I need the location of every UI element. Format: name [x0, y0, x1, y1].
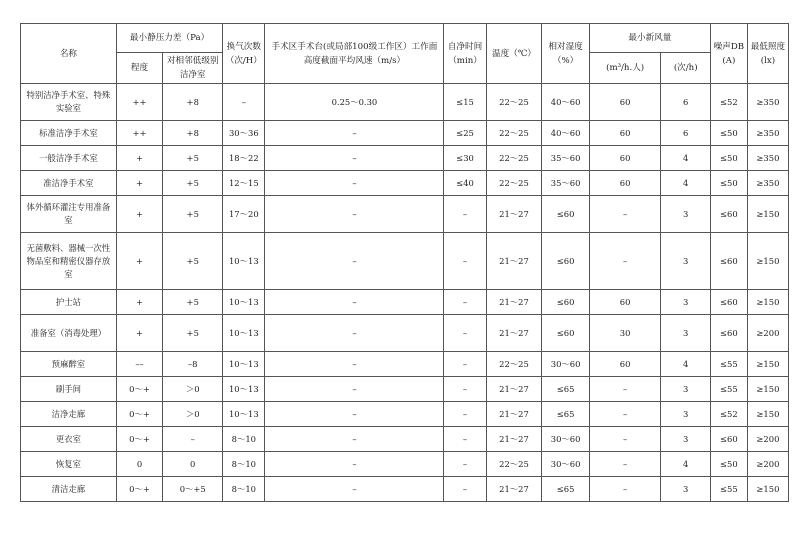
cell-humidity: ≤65 [542, 377, 589, 402]
cell-illuminance: ≥150 [747, 402, 788, 427]
table-row [21, 452, 789, 477]
cell-humidity: 30～60 [542, 452, 589, 477]
cell-illuminance: ≥150 [747, 233, 788, 290]
cell-humidity: 30～60 [542, 352, 589, 377]
cell-self-clean-time: – [444, 315, 486, 352]
cell-self-clean-time: – [444, 196, 486, 233]
cell-fresh-per-hour: 4 [661, 352, 711, 377]
clean-room-spec-table [20, 23, 789, 502]
table-row [21, 477, 789, 502]
cell-name: 无菌敷料、器械一次性物品室和精密仪器存放室 [21, 233, 117, 290]
cell-self-clean-time: – [444, 233, 486, 290]
cell-self-clean-time: ≤30 [444, 146, 486, 171]
cell-air-changes: 10～13 [223, 315, 265, 352]
cell-humidity: 40～60 [542, 84, 589, 121]
cell-velocity: – [265, 402, 444, 427]
cell-self-clean-time: ≤40 [444, 171, 486, 196]
header-humidity: 相对湿度（%） [542, 24, 589, 84]
cell-adjacent-pressure: – [163, 427, 223, 452]
cell-degree: + [116, 146, 162, 171]
cell-temperature: 22～25 [486, 452, 542, 477]
cell-illuminance: ≥200 [747, 315, 788, 352]
cell-fresh-per-hour: 3 [661, 427, 711, 452]
cell-adjacent-pressure: +5 [163, 196, 223, 233]
header-min-static-pressure: 最小静压力差（Pa） [116, 24, 222, 53]
cell-velocity: – [265, 477, 444, 502]
table-row [21, 402, 789, 427]
cell-self-clean-time: ≤25 [444, 121, 486, 146]
cell-fresh-per-hour: 3 [661, 290, 711, 315]
cell-air-changes: 10～13 [223, 233, 265, 290]
cell-fresh-per-person: – [589, 477, 661, 502]
cell-humidity: ≤60 [542, 233, 589, 290]
cell-fresh-per-person: – [589, 452, 661, 477]
cell-fresh-per-person: – [589, 402, 661, 427]
header-row-1 [21, 24, 789, 53]
header-air-changes: 换气次数（次/H） [223, 24, 265, 84]
cell-fresh-per-person: 60 [589, 121, 661, 146]
cell-humidity: 35～60 [542, 146, 589, 171]
cell-noise: ≤50 [710, 121, 747, 146]
cell-adjacent-pressure: +8 [163, 84, 223, 121]
header-min-illuminance: 最低照度(lx) [747, 24, 788, 84]
table-row [21, 121, 789, 146]
cell-velocity: – [265, 452, 444, 477]
cell-fresh-per-person: – [589, 196, 661, 233]
header-self-clean-time: 自净时间（min） [444, 24, 486, 84]
cell-humidity: 40～60 [542, 121, 589, 146]
cell-illuminance: ≥350 [747, 146, 788, 171]
cell-noise: ≤50 [710, 171, 747, 196]
cell-velocity: – [265, 352, 444, 377]
cell-name: 预麻醉室 [21, 352, 117, 377]
table-row [21, 171, 789, 196]
cell-humidity: ≤60 [542, 315, 589, 352]
cell-self-clean-time: – [444, 452, 486, 477]
cell-velocity: – [265, 427, 444, 452]
cell-temperature: 22～25 [486, 146, 542, 171]
table-body [21, 84, 789, 502]
cell-humidity: 35～60 [542, 171, 589, 196]
table-row [21, 290, 789, 315]
cell-illuminance: ≥150 [747, 477, 788, 502]
cell-self-clean-time: – [444, 427, 486, 452]
table-row [21, 377, 789, 402]
cell-temperature: 22～25 [486, 121, 542, 146]
cell-noise: ≤55 [710, 377, 747, 402]
cell-fresh-per-person: 30 [589, 315, 661, 352]
cell-air-changes: – [223, 84, 265, 121]
cell-temperature: 21～27 [486, 290, 542, 315]
cell-degree: + [116, 171, 162, 196]
cell-noise: ≤60 [710, 196, 747, 233]
cell-air-changes: 8～10 [223, 427, 265, 452]
cell-adjacent-pressure: +5 [163, 315, 223, 352]
cell-fresh-per-hour: 3 [661, 196, 711, 233]
cell-degree: 0～+ [116, 477, 162, 502]
cell-noise: ≤60 [710, 315, 747, 352]
cell-name: 准备室（消毒处理） [21, 315, 117, 352]
cell-fresh-per-person: 60 [589, 352, 661, 377]
table-row [21, 315, 789, 352]
cell-adjacent-pressure: +5 [163, 146, 223, 171]
cell-noise: ≤55 [710, 352, 747, 377]
cell-air-changes: 10～13 [223, 402, 265, 427]
cell-fresh-per-person: – [589, 377, 661, 402]
cell-adjacent-pressure: +5 [163, 233, 223, 290]
cell-fresh-per-person: – [589, 427, 661, 452]
cell-air-changes: 8～10 [223, 452, 265, 477]
cell-noise: ≤60 [710, 233, 747, 290]
cell-degree: –– [116, 352, 162, 377]
cell-name: 体外循环灌注专用准备室 [21, 196, 117, 233]
cell-name: 洁净走廊 [21, 402, 117, 427]
cell-air-changes: 10～13 [223, 290, 265, 315]
cell-fresh-per-hour: 6 [661, 84, 711, 121]
cell-illuminance: ≥150 [747, 196, 788, 233]
cell-degree: 0 [116, 452, 162, 477]
cell-velocity: – [265, 171, 444, 196]
cell-temperature: 21～27 [486, 233, 542, 290]
cell-degree: 0～+ [116, 377, 162, 402]
cell-degree: 0～+ [116, 402, 162, 427]
cell-degree: ++ [116, 84, 162, 121]
cell-degree: + [116, 196, 162, 233]
header-temperature: 温度（℃） [486, 24, 542, 84]
cell-self-clean-time: – [444, 402, 486, 427]
cell-fresh-per-hour: 3 [661, 315, 711, 352]
header-fresh-per-hour: (次/h) [661, 53, 711, 84]
cell-adjacent-pressure: –8 [163, 352, 223, 377]
cell-degree: ++ [116, 121, 162, 146]
header-noise: 噪声DB(A) [710, 24, 747, 84]
cell-degree: + [116, 233, 162, 290]
cell-fresh-per-hour: 6 [661, 121, 711, 146]
cell-fresh-per-person: 60 [589, 171, 661, 196]
cell-adjacent-pressure: +5 [163, 171, 223, 196]
cell-noise: ≤60 [710, 290, 747, 315]
cell-fresh-per-hour: 4 [661, 146, 711, 171]
cell-name: 恢复室 [21, 452, 117, 477]
cell-noise: ≤60 [710, 427, 747, 452]
cell-adjacent-pressure: +5 [163, 290, 223, 315]
cell-velocity: – [265, 315, 444, 352]
cell-air-changes: 12～15 [223, 171, 265, 196]
cell-fresh-per-hour: 3 [661, 402, 711, 427]
table-row [21, 233, 789, 290]
cell-temperature: 22～25 [486, 171, 542, 196]
cell-noise: ≤50 [710, 452, 747, 477]
cell-illuminance: ≥350 [747, 121, 788, 146]
cell-adjacent-pressure: 0～+5 [163, 477, 223, 502]
cell-temperature: 21～27 [486, 377, 542, 402]
cell-noise: ≤55 [710, 477, 747, 502]
cell-temperature: 21～27 [486, 427, 542, 452]
cell-velocity: – [265, 290, 444, 315]
cell-temperature: 22～25 [486, 84, 542, 121]
cell-self-clean-time: – [444, 352, 486, 377]
table-row [21, 84, 789, 121]
cell-name: 护士站 [21, 290, 117, 315]
cell-velocity: 0.25～0.30 [265, 84, 444, 121]
cell-degree: + [116, 315, 162, 352]
cell-temperature: 21～27 [486, 402, 542, 427]
header-velocity: 手术区手术台(或局部100级工作区）工作面高度截面平均风速（m/s） [265, 24, 444, 84]
cell-temperature: 21～27 [486, 477, 542, 502]
cell-self-clean-time: – [444, 477, 486, 502]
cell-name: 特别洁净手术室、特殊实验室 [21, 84, 117, 121]
cell-noise: ≤52 [710, 84, 747, 121]
cell-illuminance: ≥150 [747, 290, 788, 315]
cell-adjacent-pressure: ＞0 [163, 402, 223, 427]
cell-fresh-per-hour: 3 [661, 377, 711, 402]
cell-self-clean-time: – [444, 290, 486, 315]
cell-fresh-per-person: – [589, 233, 661, 290]
cell-noise: ≤52 [710, 402, 747, 427]
cell-name: 一般洁净手术室 [21, 146, 117, 171]
cell-air-changes: 10～13 [223, 352, 265, 377]
cell-name: 清洁走廊 [21, 477, 117, 502]
cell-humidity: ≤65 [542, 402, 589, 427]
cell-name: 标准洁净手术室 [21, 121, 117, 146]
cell-name: 刷手间 [21, 377, 117, 402]
cell-illuminance: ≥350 [747, 171, 788, 196]
cell-illuminance: ≥350 [747, 84, 788, 121]
cell-adjacent-pressure: +8 [163, 121, 223, 146]
table-row [21, 427, 789, 452]
cell-self-clean-time: – [444, 377, 486, 402]
cell-temperature: 21～27 [486, 315, 542, 352]
cell-fresh-per-hour: 4 [661, 171, 711, 196]
cell-degree: + [116, 290, 162, 315]
cell-name: 准洁净手术室 [21, 171, 117, 196]
cell-illuminance: ≥200 [747, 427, 788, 452]
cell-adjacent-pressure: ＞0 [163, 377, 223, 402]
cell-velocity: – [265, 146, 444, 171]
header-degree: 程度 [116, 53, 162, 84]
cell-fresh-per-person: 60 [589, 84, 661, 121]
cell-fresh-per-person: 60 [589, 290, 661, 315]
cell-fresh-per-person: 60 [589, 146, 661, 171]
cell-temperature: 21～27 [486, 196, 542, 233]
cell-air-changes: 18～22 [223, 146, 265, 171]
cell-name: 更衣室 [21, 427, 117, 452]
cell-humidity: 30～60 [542, 427, 589, 452]
table-row [21, 146, 789, 171]
cell-air-changes: 10～13 [223, 377, 265, 402]
header-fresh-per-person: (m³/h.人) [589, 53, 661, 84]
header-vs-lower-clean: 对相邻低级别洁净室 [163, 53, 223, 84]
cell-air-changes: 8～10 [223, 477, 265, 502]
table-row [21, 352, 789, 377]
cell-illuminance: ≥200 [747, 452, 788, 477]
spec-table-container [20, 23, 789, 502]
cell-humidity: ≤60 [542, 290, 589, 315]
cell-degree: 0～+ [116, 427, 162, 452]
table-row [21, 196, 789, 233]
cell-velocity: – [265, 121, 444, 146]
cell-illuminance: ≥150 [747, 377, 788, 402]
cell-adjacent-pressure: 0 [163, 452, 223, 477]
cell-illuminance: ≥150 [747, 352, 788, 377]
cell-air-changes: 30～36 [223, 121, 265, 146]
cell-self-clean-time: ≤15 [444, 84, 486, 121]
cell-noise: ≤50 [710, 146, 747, 171]
cell-fresh-per-hour: 3 [661, 477, 711, 502]
cell-velocity: – [265, 377, 444, 402]
cell-temperature: 22～25 [486, 352, 542, 377]
header-name: 名称 [21, 24, 117, 84]
cell-air-changes: 17～20 [223, 196, 265, 233]
cell-humidity: ≤60 [542, 196, 589, 233]
cell-fresh-per-hour: 4 [661, 452, 711, 477]
cell-humidity: ≤65 [542, 477, 589, 502]
cell-velocity: – [265, 196, 444, 233]
header-min-fresh-air: 最小新风量 [589, 24, 710, 53]
cell-velocity: – [265, 233, 444, 290]
cell-fresh-per-hour: 3 [661, 233, 711, 290]
